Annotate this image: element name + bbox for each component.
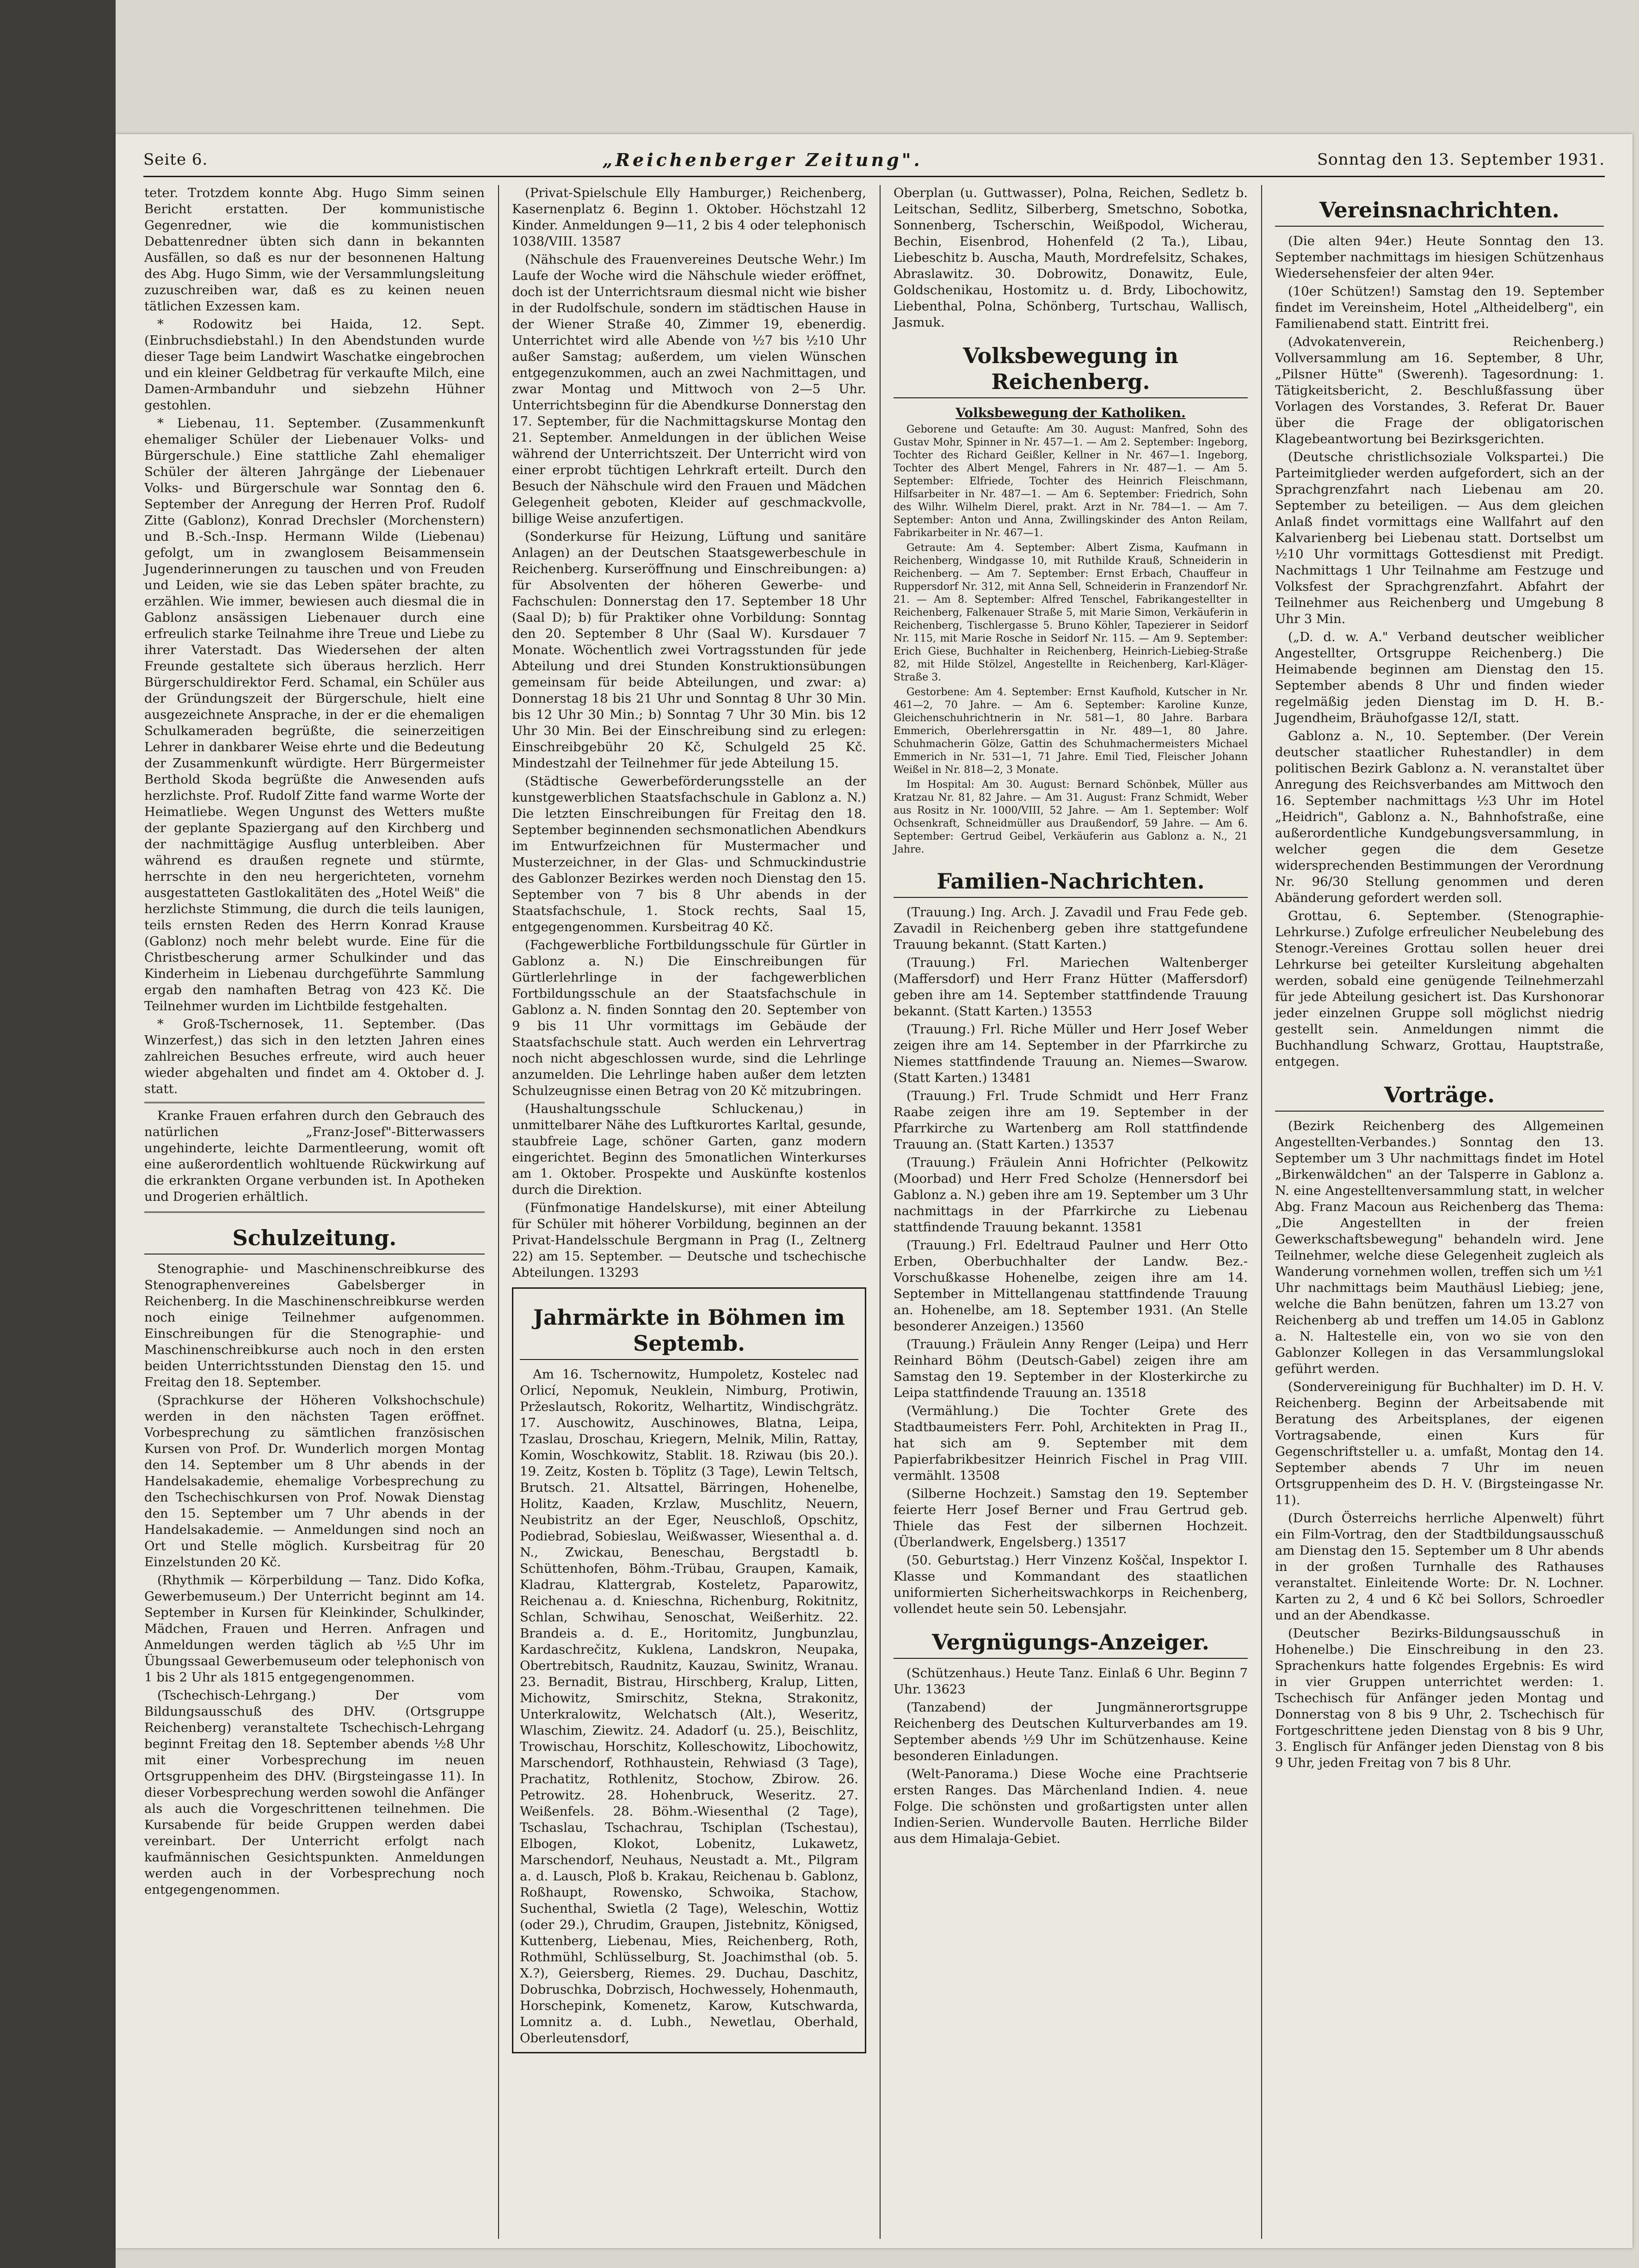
registry-text: Gestorbene: Am 4. September: Ernst Kaufhold, Kutscher in Nr. 461—2, 70 Jahre. — Am 6. September: Karoline Kunze, Gleichenschuhrichtnerin in Nr. 581—1, 80 Jahre. Barbara Emmerich, Oberlehrersgattin in Nr. 489—1, 80 Jahre. Schuhmacherin Gölze, Gattin des Schuhmachermeisters Michael Emmerich in Nr. 531—1, 71 Jahre. Emil Tied, Fleischer Johann Weißel in Nr. 818—2, 3 Monate. <box>893 686 1248 776</box>
column-rule <box>1261 185 1262 2239</box>
page-number: Seite 6. <box>143 150 208 169</box>
family-notice: (Trauung.) Frl. Edeltraud Paulner und Herr Otto Erben, Oberbuchhalter der Landw. Bez.-Vorschußkasse Hohenelbe, zeigen ihre am 14. September in Mittellangenau stattfindende Trauung an. Hohenelbe, am 18. September 1931. (An Stelle besonderer Anzeigen.) 13560 <box>893 1238 1248 1334</box>
family-notice: (Trauung.) Fräulein Anni Hofrichter (Pelkowitz (Moorbad) und Herr Fred Scholze (Hennersdorf bei Gablonz a. N.) geben ihre am 19. September um 3 Uhr nachmittags in der Pfarrkirche zu Liebenau stattfindende Trauung bekannt. 13581 <box>893 1155 1248 1235</box>
lecture-notice: (Sondervereinigung für Buchhalter) im D. H. V. Reichenberg. Beginn der Arbeitsabende mit Beratung des Arbeitsplanes, der eigenen Vortragsabende, einen Kurs für Gegenschriftsteller u. a. umfaßt, Montag den 14. September abends 7 Uhr im neuen Ortsgruppenheim des D. H. V. (Birgsteingasse Nr. 11). <box>1275 1379 1604 1508</box>
family-notice: (Trauung.) Ing. Arch. J. Zavadil und Frau Fede geb. Zavadil in Reichenberg geben ihre stattgefundene Trauung bekannt. (Statt Karten.) <box>893 905 1248 952</box>
article-text: (Nähschule des Frauenvereines Deutsche Wehr.) Im Laufe der Woche wird die Nähschule wieder eröffnet, doch ist der Unterrichtsraum diesmal nicht wie bisher in der Rudolfschule, sondern im städtischen Hause in der Wiener Straße 40, Zimmer 19, ebenerdig. Unterrichtet wird alle Abende von ½7 bis ½10 Uhr außer Samstag; außerdem, um vielen Wünschen entgegenzukommen, auch an zwei Nachmittagen, und zwar Montag und Mittwoch von 2—5 Uhr. Unterrichtsbeginn für die Abendkurse Donnerstag den 17. September, für die Nachmittagskurse Montag den 21. September. Anmeldungen in der üblichen Weise während der Unterrichtszeit. Der Unterricht wird von einer erprobt tüchtigen Lehrkraft erteilt. Durch den Besuch der Nähschule wird den Frauen und Mädchen Gelegenheit geboten, Kleider auf geschmackvolle, billige Weise anzufertigen. <box>512 252 866 526</box>
section-heading: Vereinsnachrichten. <box>1275 197 1604 227</box>
club-notice: (Deutsche christlichsoziale Volkspartei.) Die Parteimitglieder werden aufgefordert, sich an der Sprachgrenzfahrt nach Liebenau am 20. September zu beteiligen. — Aus dem gleichen Anlaß findet vormittags eine Wallfahrt auf den Kalvarienberg bei Liebenau statt. Dortselbst um ½10 Uhr vormittags Gottesdienst mit Predigt. Nachmittags 1 Uhr Teilnahme am Festzuge und Volksfest der Sprachgrenzfahrt. Abfahrt der Teilnehmer aus Reichenberg und Umgebung 8 Uhr 3 Min. <box>1275 450 1604 626</box>
article-text: * Groß-Tschernosek, 11. September. (Das Winzerfest,) das sich in den letzten Jahren eines zahlreichen Besuches erfreute, wird auch heuer wieder abgehalten und findet am 4. Oktober d. J. statt. <box>144 1017 485 1096</box>
event-notice: (Schützenhaus.) Heute Tanz. Einlaß 6 Uhr. Beginn 7 Uhr. 13623 <box>893 1666 1248 1697</box>
page-header <box>143 143 1605 177</box>
section-heading: Vorträge. <box>1275 1082 1604 1112</box>
lecture-notice: (Durch Österreichs herrliche Alpenwelt) führt ein Film-Vortrag, den der Stadtbildungsausschuß am Dienstag den 15. September um 8 Uhr abends in der großen Turnhalle des Rathauses veranstaltet. Einleitende Worte: Dr. N. Lochner. Karten zu 2, 4 und 6 Kč bei Sollors, Schroedler und an der Abendkasse. <box>1275 1511 1604 1623</box>
family-notice: (Vermählung.) Die Tochter Grete des Stadtbaumeisters Ferr. Pohl, Architekten in Prag II., hat sich am 9. September mit dem Papierfabrikbesitzer Heinrich Fischel in Prag VIII. vermählt. 13508 <box>893 1403 1248 1483</box>
column-4 <box>1269 185 1609 2239</box>
column-1 <box>139 185 490 2239</box>
section-heading: Volksbewegung in Reichenberg. <box>893 343 1248 398</box>
article-text: (Fünfmonatige Handelskurse), mit einer Abteilung für Schüler mit höherer Vorbildung, beginnen an der Privat-Handelsschule Bergmann in Prag (I., Zeltnerg 22) am 15. September. — Deutsche und tschechische Abteilungen. 13293 <box>512 1200 866 1280</box>
article-text: teter. Trotzdem konnte Abg. Hugo Simm seinen Bericht erstatten. Der kommunistische Gegenredner, wie die kommunistischen Debattenredner übten sich dann in bekannten Ausfällen, so daß es nur der besonnenen Haltung des Abg. Hugo Simm, wie der Versammlungsleitung zuzuschreiben war, daß es zu keinen neuen tätlichen Exzessen kam. <box>144 185 485 314</box>
section-heading: Jahrmärkte in Böhmen im Septemb. <box>520 1304 858 1360</box>
registry-text: Geborene und Getaufte: Am 30. August: Manfred, Sohn des Gustav Mohr, Spinner in Nr. 457—1. — Am 2. September: Ingeborg, Tochter des Richard Geißler, Kellner in Nr. 467—1. Ingeborg, Tochter des Albert Mengel, Fahrers in Nr. 487—1. — Am 5. September: Elfriede, Tochter des Heinrich Fleischmann, Hilfsarbeiter in Nr. 487—1. — Am 6. September: Friedrich, Sohn des Wilhr. Wilhelm Dierel, prakt. Arzt in Nr. 784—1. — Am 7. September: Anton und Anna, Zwillingskinder des Anton Reilam, Fabrikarbeiter in Nr. 467—1. <box>893 424 1248 539</box>
ad-text: Kranke Frauen erfahren durch den Gebrauch des natürlichen „Franz-Josef"-Bitterwassers ungehinderte, leichte Darmentleerung, womit oft eine außerordentlich wohltuende Rückwirkung auf die erkrankten Organe verbunden ist. In Apotheken und Drogerien erhältlich. <box>144 1108 485 1204</box>
article-text: (Haushaltungsschule Schluckenau,) in unmittelbarer Nähe des Luftkurortes Karltal, gesunde, staubfreie Lage, schöner Garten, ganz modern eingerichtet. Beginn des 5monatlichen Winterkurses am 1. Oktober. Prospekte und Auskünfte kostenlos durch die Direktion. <box>512 1101 866 1197</box>
lecture-notice: (Bezirk Reichenberg des Allgemeinen Angestellten-Verbandes.) Sonntag den 13. September um 3 Uhr nachmittags findet im Hotel „Birkenwäldchen" an der Talsperre in Gablonz a. N. eine Angestelltenversammlung statt, in welcher Abg. Franz Macoun aus Reichenberg das Thema: „Die Angestellten in der freien Gewerkschaftsbewegung" behandeln wird. Jene Teilnehmer, welche diese Gelegenheit zugleich als Wanderung vornehmen wollen, treffen sich um ½1 Uhr nachmittags beim Mauthäusl Liebieg; jene, welche die Bahn benützen, fahren um 13.27 von Reichenberg ab und treffen um 14.05 in Gablonz a. N. Haltestelle ein, von wo sie von den Gablonzer Kollegen in das Versammlungslokal geführt werden. <box>1275 1119 1604 1376</box>
club-notice: (Advokatenverein, Reichenberg.) Vollversammlung am 16. September, 8 Uhr, „Pilsner Hütte" (Swerenh). Tagesordnung: 1. Tätigkeitsbericht, 2. Beschlußfassung über Vorlagen des Vorstandes, 3. Referat Dr. Bauer über die Frage der obligatorischen Klagebeantwortung bei Bezirksgerichten. <box>1275 334 1604 446</box>
family-notice: (Trauung.) Fräulein Anny Renger (Leipa) und Herr Reinhard Böhm (Deutsch-Gabel) zeigen ihre am Samstag den 19. September in der Klosterkirche zu Leipa stattfindende Trauung an. 13518 <box>893 1337 1248 1400</box>
family-notice: (50. Geburtstag.) Herr Vinzenz Koščal, Inspektor I. Klasse und Kommandant des staatlichen uniformierten Sicherheitswachkorps in Reichenberg, vollendet heute sein 50. Lebensjahr. <box>893 1553 1248 1616</box>
column-3 <box>888 185 1253 2239</box>
club-notice: Grottau, 6. September. (Stenographie-Lehrkurse.) Zufolge erfreulicher Neubelebung des Stenogr.-Vereines Grottau sollen heuer drei Lehrkurse bei geteilter Kursleitung abgehalten werden, sobald eine genügende Teilnehmerzahl für jede Abteilung gesichert ist. Das Kurshonorar jeder einzelnen Gruppe soll möglichst niedrig gestellt sein. Anmeldungen nimmt die Buchhandlung Schwarz, Grottau, Hauptstraße, entgegen. <box>1275 908 1604 1069</box>
article-text: (Städtische Gewerbeförderungsstelle an der kunstgewerblichen Staatsfachschule in Gablonz a. N.) Die letzten Einschreibungen für Freitag den 18. September beginnenden sechsmonatlichen Abendkurs im Entwurfzeichnen für Mustermacher und Musterzeichner, in der Glas- und Schmuckindustrie des Gablonzer Bezirkes werden noch Dienstag den 15. September von 7 bis 8 Uhr abends in der Staatsfachschule, 1. Stock rechts, Saal 15, entgegengenommen. Kursbeitrag 40 Kč. <box>512 774 866 934</box>
article-text: (Rhythmik — Körperbildung — Tanz. Dido Kofka, Gewerbemuseum.) Der Unterricht beginnt am 14. September in Kursen für Kleinkinder, Schulkinder, Mädchen, Frauen und Herren. Anfragen und Anmeldungen werden täglich ab ½5 Uhr im Übungssaal Gewerbemuseum oder telephonisch von 1 bis 2 Uhr als 1815 entgegengenommen. <box>144 1573 485 1685</box>
section-heading: Familien-Nachrichten. <box>893 868 1248 898</box>
issue-date: Sonntag den 13. September 1931. <box>1317 150 1605 169</box>
section-heading: Schulzeitung. <box>144 1225 485 1255</box>
event-notice: (Welt-Panorama.) Diese Woche eine Prachtserie ersten Ranges. Das Märchenland Indien. 4. neue Folge. Die schönsten und großartigsten unter allen Indien-Serien. Wundervolle Bauten. Herrliche Bilder aus dem Himalaja-Gebiet. <box>893 1767 1248 1846</box>
scanner-margin <box>0 0 116 2268</box>
column-rule <box>498 185 499 2239</box>
subsection-heading: Volksbewegung der Katholiken. <box>955 405 1186 420</box>
family-notice: (Trauung.) Frl. Trude Schmidt und Herr Franz Raabe zeigen ihre am 19. September in der Pfarrkirche zu Wartenberg am Roll stattfindende Trauung an. (Statt Karten.) 13537 <box>893 1088 1248 1152</box>
newspaper-page <box>116 134 1633 2248</box>
markets-list: Am 16. Tschernowitz, Humpoletz, Kostelec nad Orlicí, Nepomuk, Neuklein, Nimburg, Protiwin, Pržeslautsch, Rokoritz, Welhartitz, Windischgrätz. 17. Auschowitz, Auschinowes, Blatna, Leipa, Tzaslau, Droschau, Kriegern, Melnik, Milin, Rattay, Komin, Woschkowitz, Stablit. 18. Rziwau (bis 20.). 19. Zeitz, Kosten b. Töplitz (3 Tage), Lewin Teltsch, Brutsch. 21. Altsattel, Bärringen, Hohenelbe, Holitz, Kaaden, Krzlaw, Muschlitz, Neuern, Neubistritz an der Eger, Neuschloß, Opschitz, Podiebrad, Sobieslau, Weißwasser, Wiesenthal a. d. N., Zwickau, Beneschau, Bergstadtl b. Schüttenhofen, Böhm.-Trübau, Graupen, Kamaik, Kladrau, Klattergrab, Kosteletz, Paparowitz, Reichenau a. d. Knieschna, Richenburg, Rokitnitz, Schlan, Schwihau, Senoschat, Weißerhitz. 22. Brandeis a. d. E., Horitomitz, Jungbunzlau, Kardaschrečitz, Kuklena, Landskron, Neupaka, Obertrebitsch, Raudnitz, Kauzau, Swinitz, Wranau. 23. Bernadit, Bistrau, Hirschberg, Kralup, Litten, Michowitz, Smirschitz, Stekna, Strakonitz, Unterkralowitz, Welchatsch (Alt.), Weseritz, Wlaschim, Ziewitz. 24. Adadorf (u. 25.), Beischlitz, Trowischau, Horschitz, Kolleschowitz, Libochowitz, Marschendorf, Rothhaustein, Rehwiasd (3 Tage), Prachatitz, Rothlenitz, Stochow, Zbirow. 26. Petrowitz. 28. Hohenbruck, Weseritz. 27. Weißenfels. 28. Böhm.-Wiesenthal (2 Tage), Tschaslau, Tschachrau, Tschiplan (Tschestau), Elbogen, Klokot, Lobenitz, Lukawetz, Marschendorf, Neuhaus, Neustadt a. Mt., Pilgram a. d. Lausch, Ploß b. Krakau, Reichenau b. Gablonz, Roßhaupt, Rowensko, Schwoika, Stachow, Suchenthal, Swietla (2 Tage), Weleschin, Wottiz (oder 29.), Chrudim, Graupen, Jistebnitz, Königsed, Kuttenberg, Liebenau, Mies, Reichenberg, Roth, Rothmühl, Schlüsselburg, St. Joachimsthal (ob. 5. X.?), Geiersberg, Riemes. 29. Duchau, Daschitz, Dobruschka, Dobrzisch, Hochwessely, Hohenmauth, Horschepink, Komenetz, Karow, Kutschwarda, Lomnitz a. d. Lubh., Newetlau, Oberhald, Oberleutensdorf, <box>520 1367 858 2046</box>
article-text: * Liebenau, 11. September. (Zusammenkunft ehemaliger Schüler der Liebenauer Volks- und Bürgerschule.) Eine stattliche Zahl ehemaliger Schüler der älteren Jahrgänge der Liebenauer Volks- und Bürgerschule war Sonntag den 6. September der Anregung der Herren Prof. Rudolf Zitte (Gablonz), Konrad Drechsler (Morchenstern) und B.-Sch.-Insp. Hermann Wilde (Liebenau) gefolgt, um in zwanglosem Beisammensein Jugenderinnerungen zu tauschen und von Freuden und Leiden, wie sie das Leben später brachte, zu erzählen. Wie immer, bewiesen auch diesmal die in Gablonz ansässigen Liebenauer durch eine erfreulich starke Teilnahme ihre Treue und Liebe zu ihrer Vaterstadt. Das Wiedersehen der alten Freunde gestaltete sich überaus herzlich. Herr Bürgerschuldirektor Ferd. Schamal, ein Schüler aus der Gründungszeit der Bürgerschule, hielt eine ausgezeichnete Ansprache, in der er die ehemaligen Schulkameraden begrüßte, die seinerzeitigen Lehrer in dankbarer Weise ehrte und die Bedeutung der Zusammenkunft würdigte. Herr Bürgermeister Berthold Skoda begrüßte die Anwesenden aufs herzlichste. Prof. Rudolf Zitte fand warme Worte der Heimatliebe. Wegen Ungunst des Wetters mußte der geplante Spaziergang auf den Kirchberg und der nachmittägige Ausflug unterbleiben. Aber während es draußen regnete und stürmte, herrschte in den neu hergerichteten, vornehm ausgestatteten Gastlokalitäten des „Hotel Weiß" die herzlichste Stimmung, die durch die teils launigen, teils ernsten Reden des Herrn Konrad Krause (Gablonz) noch mehr belebt wurde. Eine für die Christbescherung armer Schulkinder und das Kinderheim in Liebenau durchgeführte Sammlung ergab den namhaften Betrag von 423 Kč. Die Teilnehmer wurden im Lichtbilde festgehalten. <box>144 416 485 1013</box>
club-notice: („D. d. w. A." Verband deutscher weiblicher Angestellter, Ortsgruppe Reichenberg.) Die Heimabende beginnen am Dienstag den 15. September abends 8 Uhr und finden wieder regelmäßig jeden Dienstag im D. H. B.-Jugendheim, Bräuhofgasse 12/I, statt. <box>1275 630 1604 725</box>
section-heading: Vergnügungs-Anzeiger. <box>893 1629 1248 1659</box>
article-text: Stenographie- und Maschinenschreibkurse des Stenographenvereines Gabelsberger in Reichenberg. In die Maschinenschreibkurse werden noch einige Teilnehmer aufgenommen. Einschreibungen für die Stenographie- und Maschinenschreibkurse auch noch in den ersten beiden Unterrichtsstunden Dienstag den 15. und Freitag den 18. September. <box>144 1261 485 1390</box>
article-text: (Tschechisch-Lehrgang.) Der vom Bildungsausschuß des DHV. (Ortsgruppe Reichenberg) veranstaltete Tschechisch-Lehrgang beginnt Freitag den 18. September abends ½8 Uhr mit einer Vorbesprechung im neuen Ortsgruppenheim des DHV. (Birgsteingasse 11). In dieser Vorbesprechung werden sowohl die Anfänger als auch die Vorgeschrittenen teilnehmen. Die Kursabende für beide Gruppen werden dabei vereinbart. Der Unterricht erfolgt nach kaufmännischen Gesichtspunkten. Anmeldungen werden auch in der Vorbesprechung noch entgegengenommen. <box>144 1688 485 1897</box>
club-notice: (Die alten 94er.) Heute Sonntag den 13. September nachmittags im hiesigen Schützenhaus Wiedersehensfeier der alten 94er. <box>1275 234 1604 281</box>
column-rule <box>880 185 881 2239</box>
lecture-notice: (Deutscher Bezirks-Bildungsausschuß in Hohenelbe.) Die Einschreibung in den 23. Sprachenkurs hatte folgendes Ergebnis: Es wird in vier Gruppen unterrichtet werden: 1. Tschechisch für Anfänger jeden Montag und Donnerstag von 8 bis 9 Uhr, 2. Tschechisch für Fortgeschrittene jeden Dienstag von 8 bis 9 Uhr, 3. Englisch für Anfänger jeden Dienstag von 8 bis 9 Uhr, jeden Freitag von 7 bis 8 Uhr. <box>1275 1626 1604 1770</box>
family-notice: (Trauung.) Frl. Mariechen Waltenberger (Maffersdorf) und Herr Franz Hütter (Maffersdorf) geben ihre am 14. September stattfindende Trauung bekannt. (Statt Karten.) 13553 <box>893 955 1248 1019</box>
club-notice: (10er Schützen!) Samstag den 19. September findet im Vereinsheim, Hotel „Altheidelberg", ein Familienabend statt. Eintritt frei. <box>1275 284 1604 331</box>
article-text: (Sprachkurse der Höheren Volkshochschule) werden in den nächsten Tagen eröffnet. Vorbesprechung zu sämtlichen französischen Kursen von Prof. Dr. Wunderlich morgen Montag den 14. September um 8 Uhr abends in der Handelsakademie, ehemalige Vorbesprechung zu den Tschechischkursen von Prof. Nowak Dienstag den 15. September um 7 Uhr abends in der Handelsakademie. — Anmeldungen sind noch an Ort und Stelle möglich. Kursbeitrag für 20 Einzelstunden 20 Kč. <box>144 1393 485 1570</box>
article-text: (Fachgewerbliche Fortbildungsschule für Gürtler in Gablonz a. N.) Die Einschreibungen für Gürtlerlehrlinge in der fachgewerblichen Fortbildungsschule an der Staatsfachschule in Gablonz a. N. finden Sonntag den 20. September von 9 bis 11 Uhr vormittags im Gebäude der Staatsfachschule statt. Auch werden ein Lehrvertrag noch nicht abgeschlossen wurde, sind die Lehrlinge anzumelden. Die Lehrlinge haben außer dem letzten Schulzeugnisse einen Betrag von 20 Kč mitzubringen. <box>512 938 866 1098</box>
markets-box <box>512 1287 866 2053</box>
registry-text: Im Hospital: Am 30. August: Bernard Schönbek, Müller aus Kratzau Nr. 81, 82 Jahre. — Am 31. August: Franz Schmidt, Weber aus Rositz in Nr. 1000/VIII, 52 Jahre. — Am 1. September: Wolf Ochsenkraft, Schneidmüller aus Draußendorf, 59 Jahre. — Am 6. September: Gertrud Geibel, Verkäuferin aus Gablonz a. N., 21 Jahre. <box>893 779 1248 855</box>
family-notice: (Trauung.) Frl. Riche Müller und Herr Josef Weber zeigen ihre am 14. September in der Pfarrkirche zu Niemes stattfindende Trauung an. Niemes—Swarow. (Statt Karten.) 13481 <box>893 1022 1248 1085</box>
article-text: * Rodowitz bei Haida, 12. Sept. (Einbruchsdiebstahl.) In den Abendstunden wurde dieser Tage beim Landwirt Waschatke eingebrochen und ein kleiner Geldbetrag für verkaufte Milch, eine Damen-Armbanduhr und siebzehn Hühner gestohlen. <box>144 317 485 413</box>
column-2 <box>506 185 872 2239</box>
article-text: Oberplan (u. Guttwasser), Polna, Reichen, Sedletz b. Leitschan, Sedlitz, Silberberg, Smetschno, Sobotka, Sonnenberg, Tscherschin, Weißpodol, Wicherau, Bechin, Eisenbrod, Hohenfeld (2 Ta.), Libau, Liebeschitz b. Auscha, Mauth, Mordrefelsitz, Schakes, Abraslawitz. 30. Dobrowitz, Donawitz, Eule, Goldschenikau, Hostomitz u. d. Brdy, Libochowitz, Liebenthal, Polna, Schönberg, Turtschau, Wallisch, Jasmuk. <box>893 185 1248 330</box>
club-notice: Gablonz a. N., 10. September. (Der Verein deutscher staatlicher Ruhestandler) in dem politischen Bezirk Gablonz a. N. veranstaltet über Anregung des Reichsverbandes am Mittwoch den 16. September nachmittags ½3 Uhr im Hotel „Heidrich", Gablonz a. N., Bahnhofstraße, eine außerordentliche Kundgebungsversammlung, in welcher gegen die dem Gesetze widersprechenden Bestimmungen der Verordnung Nr. 96/30 Stellung genommen und deren Abänderung gefordert werden soll. <box>1275 729 1604 905</box>
newspaper-title: „Reichenberger Zeitung". <box>602 149 923 170</box>
advertisement <box>144 1102 485 1213</box>
article-text: (Sonderkurse für Heizung, Lüftung und sanitäre Anlagen) an der Deutschen Staatsgewerbeschule in Reichenberg. Kurseröffnung und Einschreibungen: a) für Absolventen der höheren Gewerbe- und Fachschulen: Donnerstag den 17. September 18 Uhr (Saal D); b) für Praktiker ohne Vorbildung: Sonntag den 20. September 8 Uhr (Saal W). Kursdauer 7 Monate. Wöchentlich zwei Vortragsstunden für jede Abteilung und drei Stunden Konstruktionsübungen gemeinsam für beide Abteilungen, und zwar: a) Donnerstag 18 bis 21 Uhr und Sonntag 8 Uhr 30 Min. bis 12 Uhr 30 Min.; b) Sonntag 7 Uhr 30 Min. bis 12 Uhr 30 Min. Bei der Einschreibung sind zu erlegen: Einschreibgebühr 20 Kč, Schulgeld 25 Kč. Mindestzahl der Teilnehmer für jede Abteilung 15. <box>512 529 866 771</box>
article-text: (Privat-Spielschule Elly Hamburger,) Reichenberg, Kasernenplatz 6. Beginn 1. Oktober. Höchstzahl 12 Kinder. Anmeldungen 9—11, 2 bis 4 oder telephonisch 1038/VIII. 13587 <box>512 185 866 249</box>
registry-text: Getraute: Am 4. September: Albert Zisma, Kaufmann in Reichenberg, Windgasse 10, mit Ruthilde Krauß, Schneiderin in Reichenberg. — Am 7. September: Ernst Erbach, Chauffeur in Ruppersdorf Nr. 312, mit Anna Sell, Schneiderin in Franzendorf Nr. 21. — Am 8. September: Alfred Tenschel, Fabrikangestellter in Reichenberg, Falkenauer Straße 5, mit Marie Simon, Verkäuferin in Reichenberg, Tischlergasse 5. Bruno Köhler, Tapezierer in Seidorf Nr. 115, mit Marie Rosche in Seidorf Nr. 115. — Am 9. September: Erich Giese, Buchhalter in Reichenberg, Heinrich-Liebieg-Straße 82, mit Hilde Stölzel, Angestellte in Reichenberg, Karl-Kläger-Straße 3. <box>893 542 1248 683</box>
family-notice: (Silberne Hochzeit.) Samstag den 19. September feierte Herr Josef Berner und Frau Gertrud geb. Thiele das Fest der silbernen Hochzeit. (Überlandwerk, Engelsberg.) 13517 <box>893 1486 1248 1550</box>
event-notice: (Tanzabend) der Jungmännerortsgruppe Reichenberg des Deutschen Kulturverbandes am 19. September abends ½9 Uhr im Schützenhause. Keine besonderen Einladungen. <box>893 1700 1248 1763</box>
columns <box>139 185 1609 2239</box>
